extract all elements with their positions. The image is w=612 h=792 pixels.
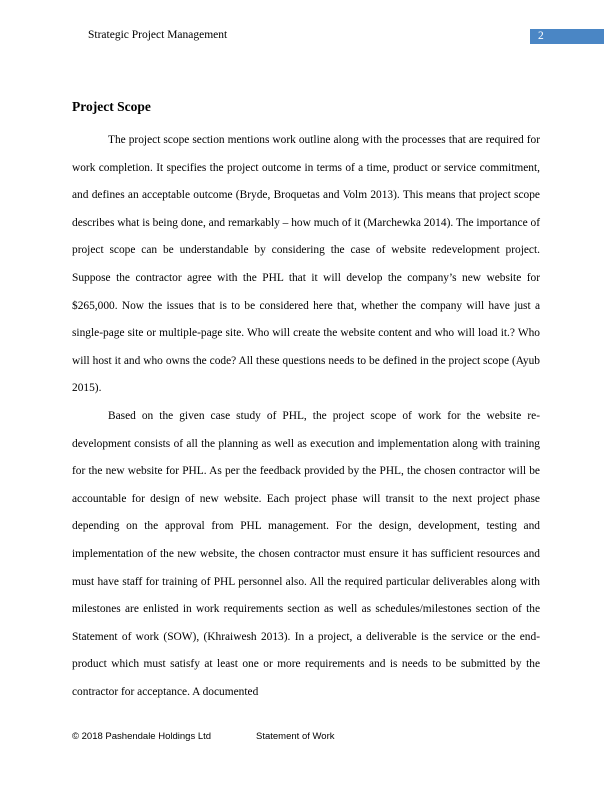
running-header-title: Strategic Project Management [88,29,228,41]
page-number-badge: 2 [530,29,604,44]
footer-copyright: © 2018 Pashendale Holdings Ltd [72,731,212,742]
paragraph-1: The project scope section mentions work outline along with the processes that are required for work completion. It specifies the project outcome in terms of a time, product or service commitment, and defines an acceptable outcome (Bryde, Broquetas and Volm 2013). This means that project scope describes what is being done, and remarkably – how much of it (Marchewka 2014). The importance of project scope can be understandable by considering the case of website redevelopment project. Suppose the contractor agree with the PHL that it will develop the company’s new website for $265,000. Now the issues that is to be considered here that, whether the company will have just a single-page site or multiple-page site. Who will create the website content and who will load it.? Who will host it and who owns the code? All these questions needs to be defined in the project scope (Ayub 2015). [72,134,540,395]
paragraph-2: Based on the given case study of PHL, the project scope of work for the website re-development consists of all the planning as well as execution and implementation along with training for the new website for PHL. As per the feedback provided by the PHL, the chosen contractor will be accountable for design of new website. Each project phase will transit to the next project phase depending on the approval from PHL management. For the design, development, testing and implementation of the new website, the chosen contractor must ensure it has sufficient resources and must have staff for training of PHL personnel also. All the required particular deliverables along with milestones are enlisted in work requirements section as well as schedules/milestones section of the Statement of work (SOW), (Khraiwesh 2013). In a project, a deliverable is the service or the end-product which must satisfy at least one or more requirements and is needs to be submitted by the contractor for acceptance. A documented [72,409,540,698]
footer-doc-title: Statement of Work [256,731,335,742]
section-heading: Project Scope [72,99,151,114]
body-text [72,127,540,706]
